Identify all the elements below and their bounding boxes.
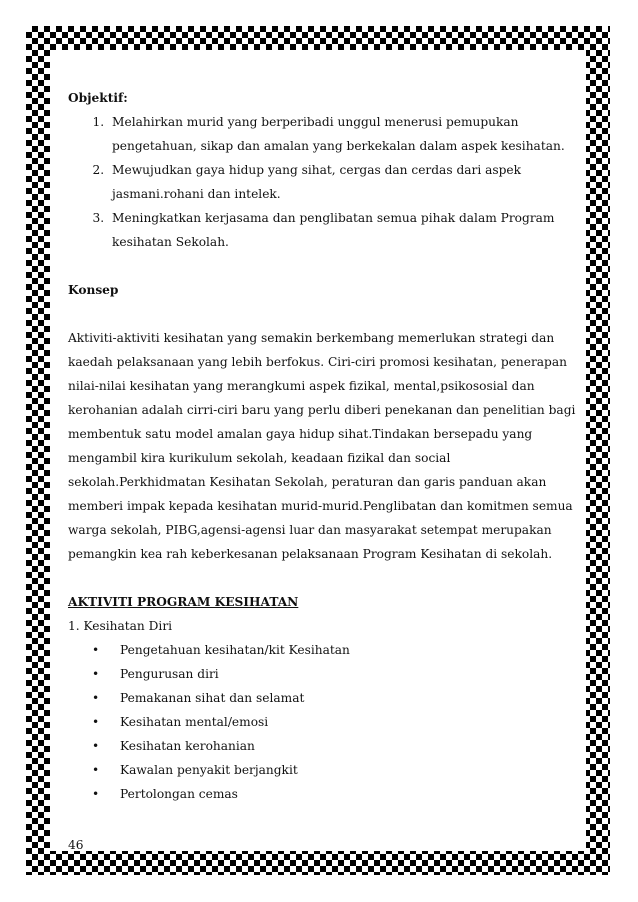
bullet-item: • Kawalan penyakit berjangkit	[110, 758, 580, 782]
page-number: 46	[68, 838, 84, 852]
aktiviti-bullet-list	[68, 638, 580, 806]
bullet-item: • Kesihatan kerohanian	[110, 734, 580, 758]
objektif-item: 3. Meningkatkan kerjasama dan penglibatan semua pihak dalam Program kesihatan Sekolah.	[108, 206, 580, 254]
objektif-item: 2. Mewujudkan gaya hidup yang sihat, cergas dan cerdas dari aspek jasmani.rohani dan intelek.	[108, 158, 580, 206]
bullet-item: • Pertolongan cemas	[110, 782, 580, 806]
bullet-item: • Pengetahuan kesihatan/kit Kesihatan	[110, 638, 580, 662]
aktiviti-subheading: 1. Kesihatan Diri	[68, 619, 173, 633]
bullet-item: • Pemakanan sihat dan selamat	[110, 686, 580, 710]
bullet-item: • Pengurusan diri	[110, 662, 580, 686]
konsep-paragraph: Aktiviti-aktiviti kesihatan yang semakin berkembang memerlukan strategi dan kaedah pelaksanaan yang lebih berfokus. Ciri-ciri promosi kesihatan, penerapan nilai-nilai kesihatan yang merangkumi aspek fizikal, mental,psikososial dan kerohanian adalah cirri-ciri baru yang perlu diberi penekanan dan penelitian bagi membentuk satu model amalan gaya hidup sihat.Tindakan bersepadu yang mengambil kira kurikulum sekolah, keadaan fizikal dan social sekolah.Perkhidmatan Kesihatan Sekolah, peraturan dan garis panduan akan memberi impak kepada kesihatan murid-murid.Penglibatan dan komitmen semua warga sekolah, PIBG,agensi-agensi luar dan masyarakat setempat merupakan pemangkin kea rah keberkesanan pelaksanaan Program Kesihatan di sekolah.	[68, 331, 576, 561]
objektif-list	[68, 110, 580, 254]
aktiviti-heading: AKTIVITI PROGRAM KESIHATAN	[68, 595, 299, 609]
objektif-heading: Objektif:	[68, 91, 128, 105]
konsep-heading: Konsep	[68, 283, 119, 297]
objektif-item: 1. Melahirkan murid yang berperibadi unggul menerusi pemupukan pengetahuan, sikap dan amalan yang berkekalan dalam aspek kesihatan.	[108, 110, 580, 158]
page-content	[68, 86, 580, 806]
bullet-item: • Kesihatan mental/emosi	[110, 710, 580, 734]
